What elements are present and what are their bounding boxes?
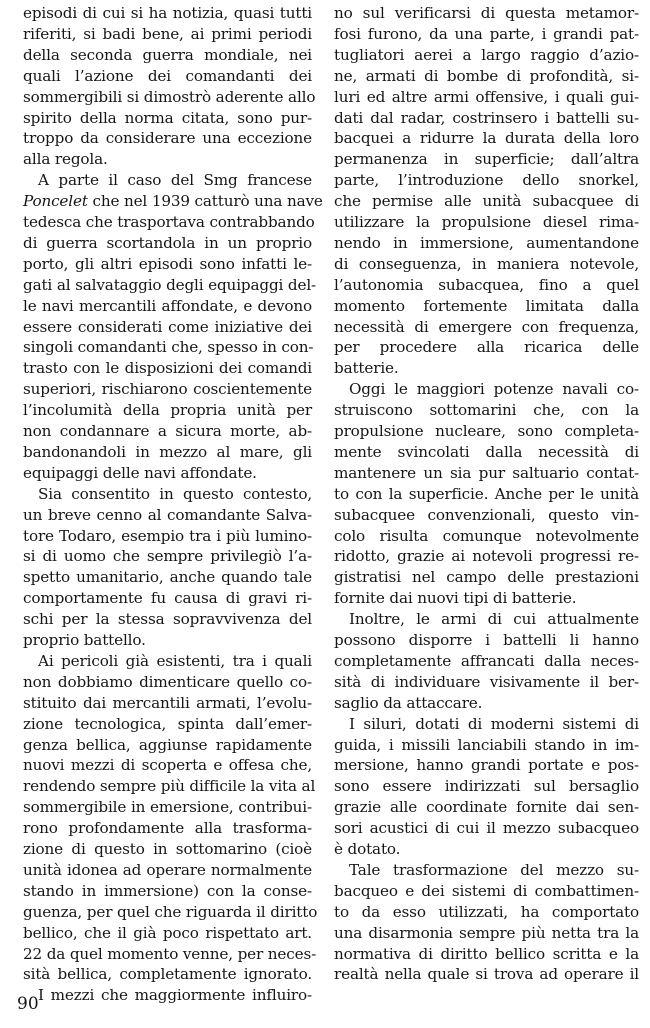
text-line: bacquei a ridurre la durata della loro	[334, 129, 639, 148]
text-line: luri ed altre armi offensive, i quali gui-	[334, 87, 639, 106]
text-line: spirito della norma citata, sono pur-	[23, 108, 312, 127]
text-line: mente svincolati dalla necessità di	[334, 442, 639, 461]
text-line: non dobbiamo dimenticare quello co-	[23, 672, 312, 691]
text-line: sommergibile in emersione, contribui-	[23, 798, 312, 817]
text-line: to con la superficie. Anche per le unità	[334, 484, 639, 503]
text-line: momento fortemente limitata dalla	[334, 296, 639, 315]
text-line: che permise alle unità subacquee di	[334, 192, 639, 211]
text-line: di conseguenza, in maniera notevole,	[334, 254, 639, 273]
text-line: utilizzare la propulsione diesel rima-	[334, 213, 639, 231]
text-line: si di uomo che sempre privilegiò l’a-	[23, 547, 312, 566]
text-line: mersione, hanno grandi portate e pos-	[334, 756, 639, 775]
text-line: le navi mercantili affondate, e devono	[23, 296, 312, 315]
text-line: zione di questo in sottomarino (cioè	[23, 840, 312, 858]
text-line: Ai pericoli già esistenti, tra i quali	[38, 651, 312, 670]
text-line: sità bellica, completamente ignorato.	[23, 965, 312, 984]
text-line: alla regola.	[23, 150, 108, 169]
text-line: bandonandoli in mezzo al mare, gli	[23, 442, 312, 461]
text-line: permanenza in superficie; dall’altra	[334, 150, 639, 169]
text-line: tugliatori aerei a largo raggio d’azio-	[334, 45, 639, 64]
text-line: bacqueo e dei sistemi di combattimen-	[334, 881, 639, 900]
text-line: normativa di diritto bellico scritta e la	[334, 944, 639, 963]
text-line: stando in immersione) con la conse-	[23, 881, 312, 900]
text-line: fornite dai nuovi tipi di batterie.	[334, 589, 577, 608]
text-line: essere considerati come iniziative dei	[23, 317, 312, 336]
text-line: singoli comandanti che, spesso in con-	[23, 338, 314, 357]
text-line: genza bellica, aggiunse rapidamente	[23, 735, 312, 754]
text-line: propulsione nucleare, sono completa-	[334, 422, 639, 440]
text-line: l’autonomia subacquea, fino a quel	[334, 275, 639, 294]
text-line: bellico, che il già poco rispettato art.	[23, 923, 312, 942]
text-line: Sia consentito in questo contesto,	[38, 484, 312, 503]
text-line: trasto con le disposizioni dei comandi	[23, 359, 312, 378]
text-line: necessità di emergere con frequenza,	[334, 317, 639, 336]
text-line: subacquee convenzionali, questo vin-	[334, 505, 639, 524]
text-line: 22 da quel momento venne, per neces-	[23, 944, 317, 963]
text-line: tedesca che trasportava contrabbando	[23, 213, 315, 231]
text-line: dati dal radar, costrinsero i battelli su-	[334, 108, 639, 127]
text-line: Poncelet che nel 1939 catturò una nave	[23, 192, 323, 211]
text-line: A parte il caso del Smg francese	[38, 171, 312, 190]
text-line: possono disporre i battelli li hanno	[334, 631, 639, 649]
text-line: sori acustici di cui il mezzo subacqueo	[334, 819, 639, 838]
text-line: per procedere alla ricarica delle	[334, 338, 639, 357]
text-line: un breve cenno al comandante Salva-	[23, 505, 312, 524]
text-line: stituito dai mercantili armati, l’evolu-	[23, 693, 312, 712]
text-line: batterie.	[334, 359, 399, 378]
text-line: sommergibili si dimostrò aderente allo	[23, 87, 316, 106]
text-line: guida, i missili lanciabili stando in im-	[334, 735, 639, 754]
text-line: nendo in immersione, aumentandone	[334, 233, 639, 252]
text-line: superiori, rischiarono coscientemente	[23, 380, 312, 399]
text-line: I mezzi che maggiormente influiro-	[38, 986, 312, 1005]
text-line: non condannare a sicura morte, ab-	[23, 422, 312, 440]
text-line: una disarmonia sempre più netta tra la	[334, 923, 639, 942]
text-line: di guerra scortandola in un proprio	[23, 233, 312, 252]
text-line: saglio da attaccare.	[334, 693, 483, 712]
text-line: rendendo sempre più difficile la vita al	[23, 777, 316, 796]
text-line: troppo da considerare una eccezione	[23, 129, 312, 148]
text-line: riferiti, si badi bene, ai primi periodi	[23, 24, 312, 43]
text-line: guenza, per quel che riguarda il diritto	[23, 902, 318, 921]
text-line: struiscono sottomarini che, con la	[334, 401, 639, 420]
text-line: è dotato.	[334, 840, 401, 858]
text-line: mantenere un sia pur saltuario contat-	[334, 463, 639, 482]
text-line: Inoltre, le armi di cui attualmente	[349, 610, 639, 629]
text-line: nuovi mezzi di scoperta e offesa che,	[23, 756, 312, 775]
text-line: completamente affrancati dalla neces-	[334, 651, 639, 670]
text-line: ne, armati di bombe di profondità, si-	[334, 66, 639, 85]
text-line: porto, gli altri episodi sono infatti le-	[23, 254, 312, 273]
text-line: I siluri, dotati di moderni sistemi di	[349, 714, 639, 733]
text-line: l’incolumità della propria unità per	[23, 401, 312, 420]
text-line: realtà nella quale si trova ad operare il	[334, 965, 639, 984]
text-line: Oggi le maggiori potenze navali co-	[349, 380, 639, 399]
text-line: sità di individuare visivamente il ber-	[334, 672, 639, 691]
text-line: quali l’azione dei comandanti dei	[23, 66, 312, 85]
text-line: della seconda guerra mondiale, nei	[23, 45, 312, 64]
text-line: schi per la stessa sopravvivenza del	[23, 610, 312, 629]
text-line: sono essere indirizzati sul bersaglio	[334, 777, 639, 796]
page-number: 90	[17, 994, 39, 1014]
text-line: proprio battello.	[23, 631, 146, 649]
text-line: gati al salvataggio degli equipaggi del-	[23, 275, 317, 294]
text-line: grazie alle coordinate fornite dai sen-	[334, 798, 639, 817]
text-line: zione tecnologica, spinta dall’emer-	[23, 714, 312, 733]
text-line: to da esso utilizzati, ha comportato	[334, 902, 639, 921]
text-line: unità idonea ad operare normalmente	[23, 860, 312, 879]
text-line: fosi furono, da una parte, i grandi pat-	[334, 24, 639, 43]
text-line: parte, l’introduzione dello snorkel,	[334, 171, 639, 190]
text-line: spetto umanitario, anche quando tale	[23, 568, 312, 587]
text-line: ridotto, grazie ai notevoli progressi re-	[334, 547, 639, 566]
text-line: episodi di cui si ha notizia, quasi tutti	[23, 4, 312, 22]
text-line: comportamente fu causa di gravi ri-	[23, 589, 312, 608]
text-line: tore Todaro, esempio tra i più lumino-	[23, 526, 312, 545]
text-line: equipaggi delle navi affondate.	[23, 463, 257, 482]
text-line: no sul verificarsi di questa metamor-	[334, 4, 639, 22]
text-line: colo risulta comunque notevolmente	[334, 526, 639, 545]
text-line: Tale trasformazione del mezzo su-	[349, 860, 639, 879]
text-line: rono profondamente alla trasforma-	[23, 819, 312, 838]
text-line: gistratisi nel campo delle prestazioni	[334, 568, 639, 587]
